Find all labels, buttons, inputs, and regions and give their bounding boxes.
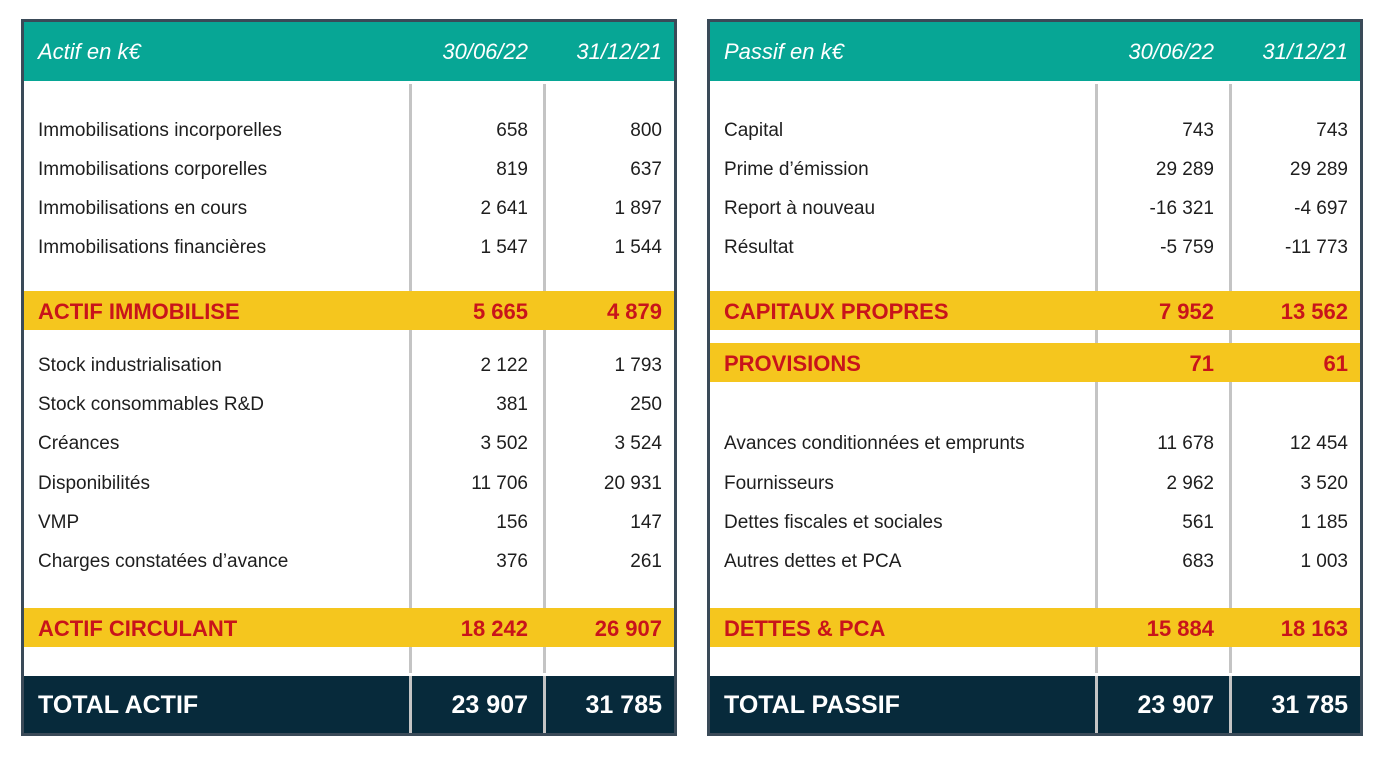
row-label: Charges constatées d’avance xyxy=(38,551,289,572)
row-value-2021: 3 520 xyxy=(1300,473,1348,494)
subtotal-value-2022: 18 242 xyxy=(460,616,528,641)
row-label: Capital xyxy=(724,120,784,141)
total-value-2022: 23 907 xyxy=(451,691,528,719)
subtotal-value-2021: 18 163 xyxy=(1280,616,1348,641)
actif-header-col2: 31/12/21 xyxy=(576,39,662,64)
row-value-2021: 250 xyxy=(630,394,662,415)
row-value-2022: 2 641 xyxy=(480,198,528,219)
subtotal-label: ACTIF IMMOBILISE xyxy=(38,299,240,324)
actif-header-col1: 30/06/22 xyxy=(442,39,528,64)
subtotal-value-2021: 26 907 xyxy=(594,616,662,641)
row-value-2021: -4 697 xyxy=(1294,198,1348,219)
column-divider xyxy=(409,676,412,733)
row-value-2021: 637 xyxy=(630,159,662,180)
table-row xyxy=(24,346,674,385)
table-row xyxy=(24,464,674,503)
subtotal-value-2021: 13 562 xyxy=(1280,299,1348,324)
subtotal-value-2022: 5 665 xyxy=(472,299,528,324)
total-row xyxy=(710,676,1360,733)
row-label: Immobilisations incorporelles xyxy=(38,120,282,141)
row-value-2022: -5 759 xyxy=(1160,237,1214,258)
row-label: Disponibilités xyxy=(38,473,150,494)
row-value-2021: 20 931 xyxy=(603,473,662,494)
table-row xyxy=(24,111,674,150)
row-value-2022: 156 xyxy=(496,512,528,533)
subtotal-label: ACTIF CIRCULANT xyxy=(38,616,238,641)
row-value-2022: 29 289 xyxy=(1155,159,1214,180)
row-value-2022: 11 706 xyxy=(471,473,528,494)
row-label: Créances xyxy=(38,433,120,454)
column-divider xyxy=(1095,676,1098,733)
subtotal-value-2022: 71 xyxy=(1189,351,1214,376)
passif-table xyxy=(707,19,1363,736)
row-value-2022: -16 321 xyxy=(1149,198,1214,219)
row-value-2021: 1 793 xyxy=(614,355,662,376)
table-row xyxy=(710,150,1360,189)
subtotal-value-2021: 4 879 xyxy=(606,299,662,324)
table-row xyxy=(710,464,1360,503)
table-row xyxy=(24,150,674,189)
total-value-2021: 31 785 xyxy=(1271,691,1348,719)
subtotal-value-2022: 15 884 xyxy=(1146,616,1214,641)
row-label: Avances conditionnées et emprunts xyxy=(724,433,1025,454)
subtotal-label: CAPITAUX PROPRES xyxy=(724,299,949,324)
row-value-2022: 819 xyxy=(496,159,528,180)
row-value-2021: 800 xyxy=(630,120,662,141)
subtotal-row xyxy=(710,291,1360,330)
row-label: Immobilisations en cours xyxy=(38,198,248,219)
row-label: Prime d’émission xyxy=(724,159,869,180)
row-value-2022: 658 xyxy=(496,120,528,141)
row-label: Immobilisations financières xyxy=(38,237,267,258)
subtotal-row xyxy=(24,291,674,330)
row-label: VMP xyxy=(38,512,80,533)
row-label: Report à nouveau xyxy=(724,198,876,219)
actif-table xyxy=(21,19,677,736)
total-value-2021: 31 785 xyxy=(585,691,662,719)
row-value-2021: 1 185 xyxy=(1300,512,1348,533)
table-row xyxy=(710,503,1360,542)
row-value-2022: 2 122 xyxy=(480,355,528,376)
total-label: TOTAL PASSIF xyxy=(724,691,900,719)
passif-header-col1: 30/06/22 xyxy=(1128,39,1214,64)
subtotal-value-2021: 61 xyxy=(1323,351,1348,376)
row-label: Résultat xyxy=(724,237,794,258)
table-row xyxy=(24,424,674,463)
subtotal-row xyxy=(710,608,1360,647)
subtotal-label: PROVISIONS xyxy=(724,351,861,376)
row-label: Fournisseurs xyxy=(724,473,834,494)
table-row xyxy=(710,542,1360,581)
row-value-2021: 743 xyxy=(1316,120,1348,141)
row-value-2021: 1 003 xyxy=(1300,551,1348,572)
row-value-2022: 1 547 xyxy=(480,237,528,258)
subtotal-row xyxy=(24,608,674,647)
row-value-2022: 2 962 xyxy=(1166,473,1214,494)
subtotal-label: DETTES & PCA xyxy=(724,616,886,641)
total-value-2022: 23 907 xyxy=(1137,691,1214,719)
row-value-2021: 3 524 xyxy=(614,433,662,454)
table-row xyxy=(24,189,674,228)
passif-header-col2: 31/12/21 xyxy=(1262,39,1348,64)
row-label: Stock industrialisation xyxy=(38,355,222,376)
row-label: Autres dettes et PCA xyxy=(724,551,902,572)
row-value-2022: 381 xyxy=(496,394,528,415)
row-value-2021: -11 773 xyxy=(1284,237,1348,258)
row-label: Stock consommables R&D xyxy=(38,394,264,415)
row-value-2022: 561 xyxy=(1182,512,1214,533)
row-value-2022: 683 xyxy=(1182,551,1214,572)
row-value-2021: 147 xyxy=(630,512,662,533)
row-value-2022: 3 502 xyxy=(480,433,528,454)
passif-header-label: Passif en k€ xyxy=(724,39,844,64)
row-value-2021: 1 544 xyxy=(614,237,662,258)
row-value-2022: 11 678 xyxy=(1157,433,1214,454)
column-divider xyxy=(1229,676,1232,733)
row-value-2021: 1 897 xyxy=(614,198,662,219)
actif-header-label: Actif en k€ xyxy=(38,39,141,64)
row-label: Immobilisations corporelles xyxy=(38,159,268,180)
row-value-2022: 376 xyxy=(496,551,528,572)
total-label: TOTAL ACTIF xyxy=(38,691,199,719)
row-value-2021: 12 454 xyxy=(1289,433,1348,454)
subtotal-row xyxy=(710,343,1360,382)
table-row xyxy=(710,228,1360,267)
table-row xyxy=(710,111,1360,150)
row-value-2022: 743 xyxy=(1182,120,1214,141)
actif-header xyxy=(24,22,674,81)
passif-header xyxy=(710,22,1360,81)
table-row xyxy=(24,542,674,581)
table-row xyxy=(24,503,674,542)
total-row xyxy=(24,676,674,733)
subtotal-value-2022: 7 952 xyxy=(1158,299,1214,324)
row-value-2021: 261 xyxy=(630,551,662,572)
table-row xyxy=(710,189,1360,228)
column-divider xyxy=(543,676,546,733)
table-row xyxy=(24,385,674,424)
row-label: Dettes fiscales et sociales xyxy=(724,512,943,533)
table-row xyxy=(24,228,674,267)
row-value-2021: 29 289 xyxy=(1289,159,1348,180)
table-row xyxy=(710,424,1360,463)
